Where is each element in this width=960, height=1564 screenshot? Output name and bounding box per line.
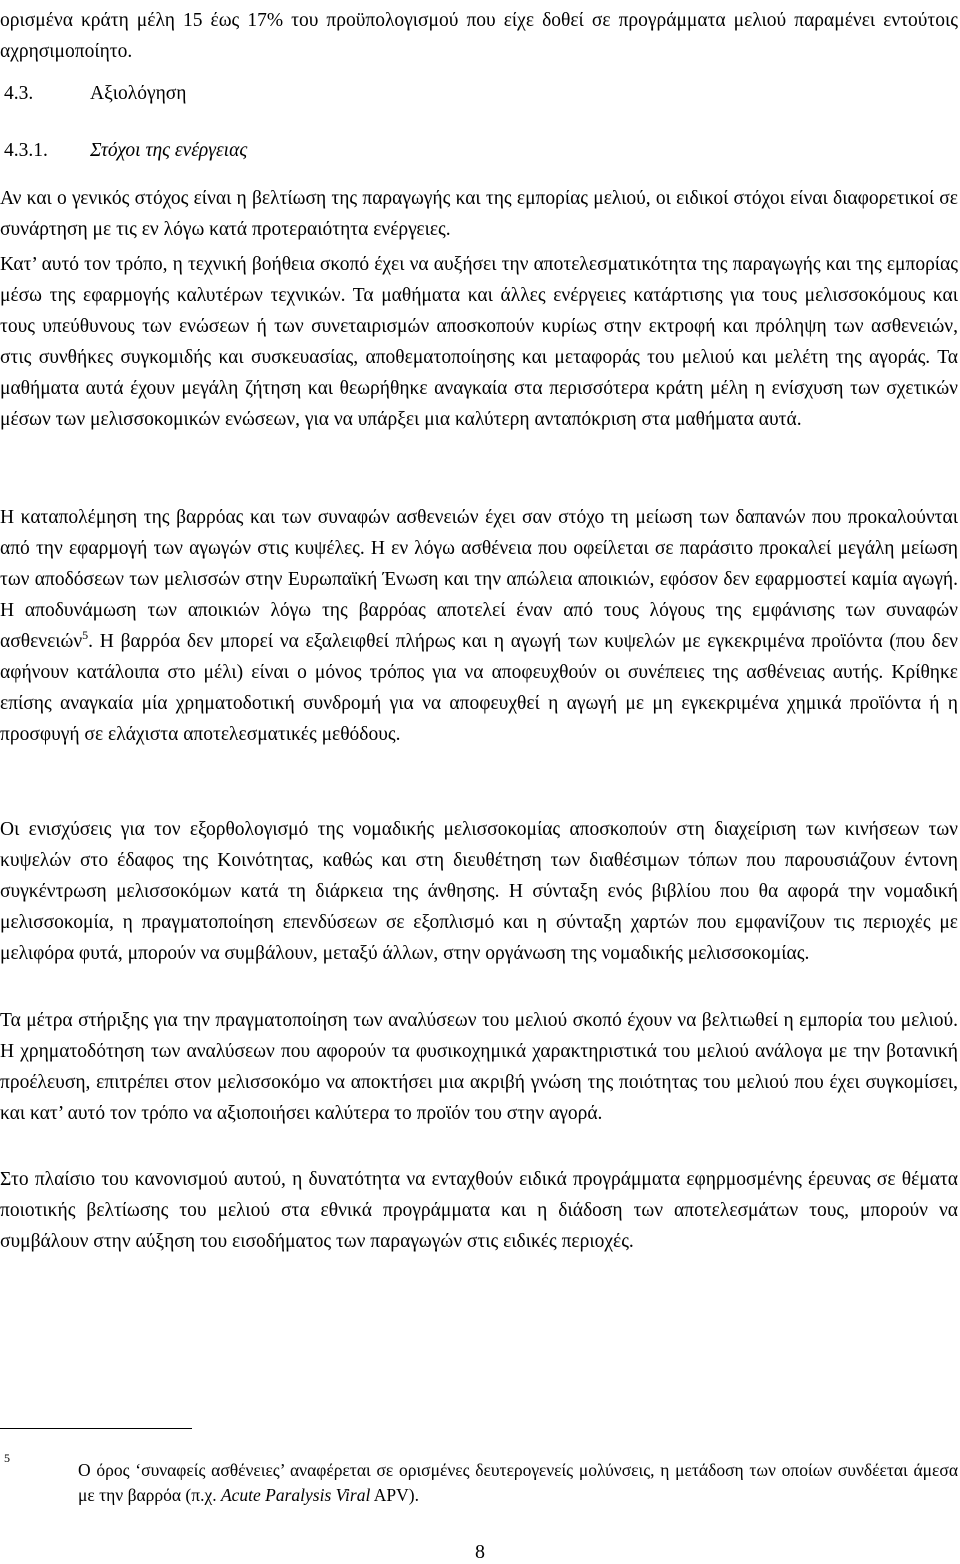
subsection-title: Στόχοι της ενέργειας — [90, 140, 248, 161]
footnote-text — [78, 1458, 958, 1508]
paragraph-transhumance: Οι ενισχύσεις για τον εξορθολογισμό της νομαδικής μελισσοκομίας αποσκοπούν στη διαχείριση των κινήσεων των κυψελών στο έδαφος της Κοινότητας, καθώς και στη διευθέτηση των διαθέσιμων τόπων που παρουσιάζουν έντονη συγκέντρωση μελισσοκόμων κατά τη διάρκεια της άνθησης. Η σύνταξη ενός βιβλίου που θα αφορά την νομαδική μελισσοκομία, η πραγματοποίηση επενδύσεων σε εξοπλισμό και η σύνταξη χαρτών που εμφανίζουν τις περιοχές με μελιφόρα φυτά, μπορούν να συμβάλουν, μεταξύ άλλων, στην οργάνωση της νομαδικής μελισσοκομίας. — [0, 819, 958, 964]
footnote-text-end: APV). — [370, 1485, 419, 1505]
section-title: Αξιολόγηση — [90, 83, 187, 104]
subsection-number: 4.3.1. — [4, 140, 48, 161]
paragraph-technical-assistance: Κατ’ αυτό τον τρόπο, η τεχνική βοήθεια σκοπό έχει να αυξήσει την αποτελεσματικότητα της παραγωγής και της εμπορίας μέσω της εφαρμογής καλυτέρων τεχνικών. Τα μαθήματα και άλλες ενέργειες κατάρτισης για τους μελισσοκόμους και τους υπεύθυνους των ενώσεων ή των συνεταιρισμών αποσκοπούν κυρίως στην εκτροφή και πρόληψη των ασθενειών, στις συνθήκες συγκομιδής και συσκευασίας, αποθεματοποίησης και μεταφοράς του μελιού και μελέτη της αγοράς. Τα μαθήματα αυτά έχουν μεγάλη ζήτηση και θεωρήθηκε αναγκαία στα περισσότερα κράτη μέλη η ενίσχυση των σχετικών μέσων των μελισσοκομικών ενώσεων, για να υπάρξει μια καλύτερη ανταπόκριση στα μαθήματα αυτά. — [0, 254, 958, 430]
paragraph-varroa — [0, 502, 958, 750]
page-number: 8 — [475, 1541, 485, 1563]
section-number: 4.3. — [4, 83, 34, 104]
varroa-text-after-note: . Η βαρρόα δεν μπορεί να εξαλειφθεί πλήρως και η αγωγή των κυψελών με εγκεκριμένα προϊόντα (που δεν αφήνουν κατάλοιπα στο μέλι) είναι ο μόνος τρόπος για να αποφευχθούν οι συνέπειες της ασθένειας αυτής. Κρίθηκε επίσης αναγκαία μία χρηματοδοτική συνδρομή για να αποφευχθεί η αγωγή με μη εγκεκριμένα χημικά προϊόντα ή η προσφυγή σε ελάχιστα αποτελεσματικές μεθόδους. — [0, 631, 958, 745]
paragraph-honey-analysis: Τα μέτρα στήριξης για την πραγματοποίηση των αναλύσεων του μελιού σκοπό έχουν να βελτιωθεί η εμπορία του μελιού. Η χρηματοδότηση των αναλύσεων που αφορούν τα φυσικοχημικά χαρακτηριστικά του μελιού ανάλογα με την βοτανική προέλευση, επιτρέπει στον μελισσοκόμο να αποκτήσει μια ακριβή γνώση της ποιότητας του μελιού που έχει συγκομίσει, και κατ’ αυτό τον τρόπο να αξιοποιήσει καλύτερα το προϊόν του στην αγορά. — [0, 1010, 958, 1124]
section-heading — [4, 78, 187, 109]
paragraph-general-objective: Αν και ο γενικός στόχος είναι η βελτίωση της παραγωγής και της εμπορίας μελιού, οι ειδικοί στόχοι είναι διαφορετικοί σε συνάρτηση με τις εν λόγω κατά προτεραιότητα ενέργειες. — [0, 188, 958, 240]
footnote-reference: 5 — [82, 628, 89, 642]
footnote-text-start: Ο όρος ‘συναφείς ασθένειες’ αναφέρεται σε ορισμένες δευτερογενείς μολύνσεις, η μετάδοση των οποίων συνδέεται άμεσα με την βαρρόα (π.χ. — [78, 1460, 958, 1505]
varroa-text-before-note: Η καταπολέμηση της βαρρόας και των συναφών ασθενειών έχει σαν στόχο τη μείωση των δαπανών που προκαλούνται από την εφαρμογή των αγωγών στις κυψέλες. Η εν λόγω ασθένεια που οφείλεται σε παράσιτο προκαλεί μεγάλη μείωση των αποδόσεων των μελισσών στην Ευρωπαϊκή Ένωση και την απώλεια αποικιών, εφόσον δεν εφαρμοστεί καμία αγωγή. Η αποδυνάμωση των αποικιών λόγω της βαρρόας αποτελεί έναν από τους λόγους της εμφάνισης των συναφών ασθενειών — [0, 507, 958, 652]
footnote-separator — [0, 1428, 192, 1429]
footnote-italic-term: Acute Paralysis Viral — [220, 1485, 371, 1505]
subsection-heading — [4, 135, 247, 166]
opening-paragraph: ορισμένα κράτη μέλη 15 έως 17% του προϋπολογισμού που είχε δοθεί σε προγράμματα μελιού παραμένει εντούτοις αχρησιμοποίητο. — [0, 10, 958, 62]
paragraph-applied-research: Στο πλαίσιο του κανονισμού αυτού, η δυνατότητα να ενταχθούν ειδικά προγράμματα εφηρμοσμένης έρευνας σε θέματα ποιοτικής βελτίωσης του μελιού στα εθνικά προγράμματα και η διάδοση των αποτελεσμάτων τους, μπορούν να συμβάλουν στην αύξηση του εισοδήματος των παραγωγών στις ειδικές περιοχές. — [0, 1169, 958, 1252]
footnote-marker: 5 — [4, 1451, 10, 1465]
